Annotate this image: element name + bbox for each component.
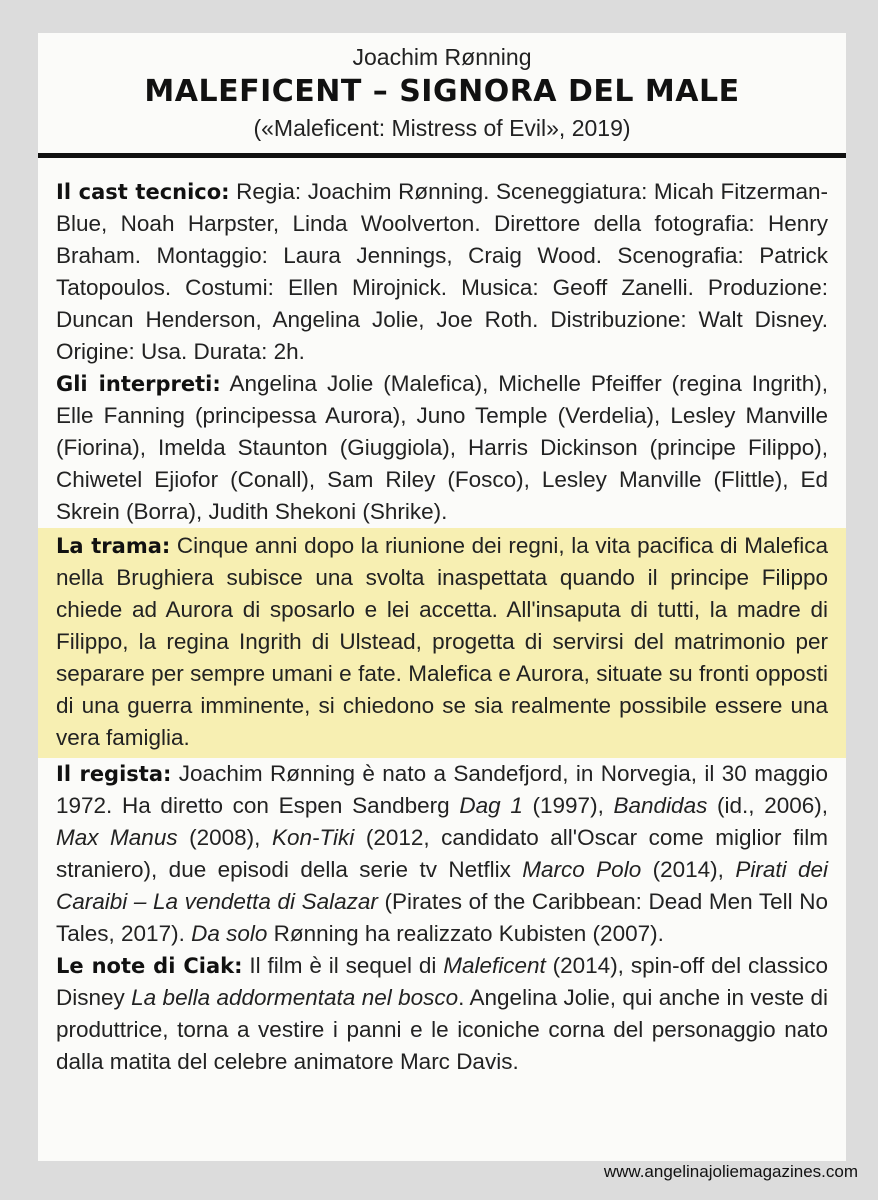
section-interpreti — [56, 368, 828, 528]
film-title-italic: Dag 1 — [459, 793, 523, 818]
section-cast-tecnico — [56, 176, 828, 368]
text-run: (2012, candidato all'Oscar come miglior film straniero), due episodi della serie tv Netflix — [56, 825, 828, 882]
section-text: Cinque anni dopo la riunione dei regni, la vita pacifica di Malefica nella Brughiera subisce una svolta inaspettata quando il principe Filippo chiede ad Aurora di sposarlo e lei accetta. All'insaputa di tutti, la madre di Filippo, la regina Ingrith di Ulstead, progetta di servirsi del matrimonio per separare per sempre umani e fate. Malefica e Aurora, situate su fronti opposti di una guerra imminente, si chiedono se sia realmente possibile essere una vera famiglia. — [56, 533, 828, 750]
magazine-card — [38, 33, 846, 1161]
text-run: (2014), spin-off del classico Disney — [56, 953, 829, 1010]
text-run: . Angelina Jolie, qui anche in veste di produttrice, torna a vestire i panni e le iconiche corna del personaggio nato dalla matita del celebre animatore Marc Davis. — [56, 985, 829, 1074]
film-title-italic: Max Manus — [56, 825, 178, 850]
film-title-italic: La bella addormentata nel bosco — [131, 985, 459, 1010]
watermark-url: www.angelinajoliemagazines.com — [603, 1162, 858, 1181]
original-title: («Maleficent: Mistress of Evil», 2019) — [253, 115, 631, 141]
section-regista — [56, 758, 828, 950]
film-title-italic: Bandidas — [613, 793, 708, 818]
text-run: Joachim Rønning è nato a Sandefjord, in Norvegia, il 30 maggio 1972. Ha diretto con Espen Sandberg — [56, 761, 828, 818]
section-heading: Le note di Ciak: — [56, 954, 243, 978]
film-title-italic: Pirati dei Caraibi – La vendetta di Salazar — [56, 857, 829, 914]
section-text: Regia: Joachim Rønning. Sceneggiatura: Micah Fitzerman-Blue, Noah Harpster, Linda Woolverton. Direttore della fotografia: Henry Braham. Montaggio: Laura Jennings, Craig Wood. Scenografia: Patrick Tatopoulos. Costumi: Ellen Mirojnick. Musica: Geoff Zanelli. Produzione: Duncan Henderson, Angelina Jolie, Joe Roth. Distribuzione: Walt Disney. Origine: Usa. Durata: 2h. — [56, 179, 828, 364]
text-run: (2014), — [641, 857, 736, 882]
section-text: Angelina Jolie (Malefica), Michelle Pfeiffer (regina Ingrith), Elle Fanning (principessa Aurora), Juno Temple (Verdelia), Lesley Manville (Fiorina), Imelda Staunton (Giuggiola), Harris Dickinson (principe Filippo), Chiwetel Ejiofor (Conall), Sam Riley (Fosco), Lesley Manville (Flittle), Ed Skrein (Borra), Judith Shekoni (Shrike). — [56, 371, 828, 524]
film-title-italic: Kon-Tiki — [271, 825, 355, 850]
article-body — [38, 158, 846, 1078]
text-run: Il film è il sequel di — [242, 953, 444, 978]
section-note-ciak — [56, 950, 828, 1078]
section-heading: Gli interpreti: — [56, 372, 221, 396]
header — [38, 33, 846, 143]
text-run: (id., 2006), — [707, 793, 829, 818]
section-heading: Il regista: — [56, 762, 172, 786]
film-title-italic: Marco Polo — [522, 857, 642, 882]
film-title-italic: Maleficent — [443, 953, 546, 978]
film-title: MALEFICENT – SIGNORA DEL MALE — [144, 74, 740, 109]
text-run: (Pirates of the Caribbean: Dead Men Tell No Tales, 2017). — [56, 889, 828, 946]
text-run: Rønning ha realizzato Kubisten (2007). — [267, 921, 664, 946]
text-run: (2008), — [177, 825, 272, 850]
section-heading: La trama: — [56, 534, 171, 558]
text-run: (1997), — [522, 793, 614, 818]
film-title-italic: Da solo — [191, 921, 268, 946]
section-trama-highlighted — [38, 528, 846, 758]
section-heading: Il cast tecnico: — [56, 180, 230, 204]
director-name: Joachim Rønning — [352, 44, 532, 70]
